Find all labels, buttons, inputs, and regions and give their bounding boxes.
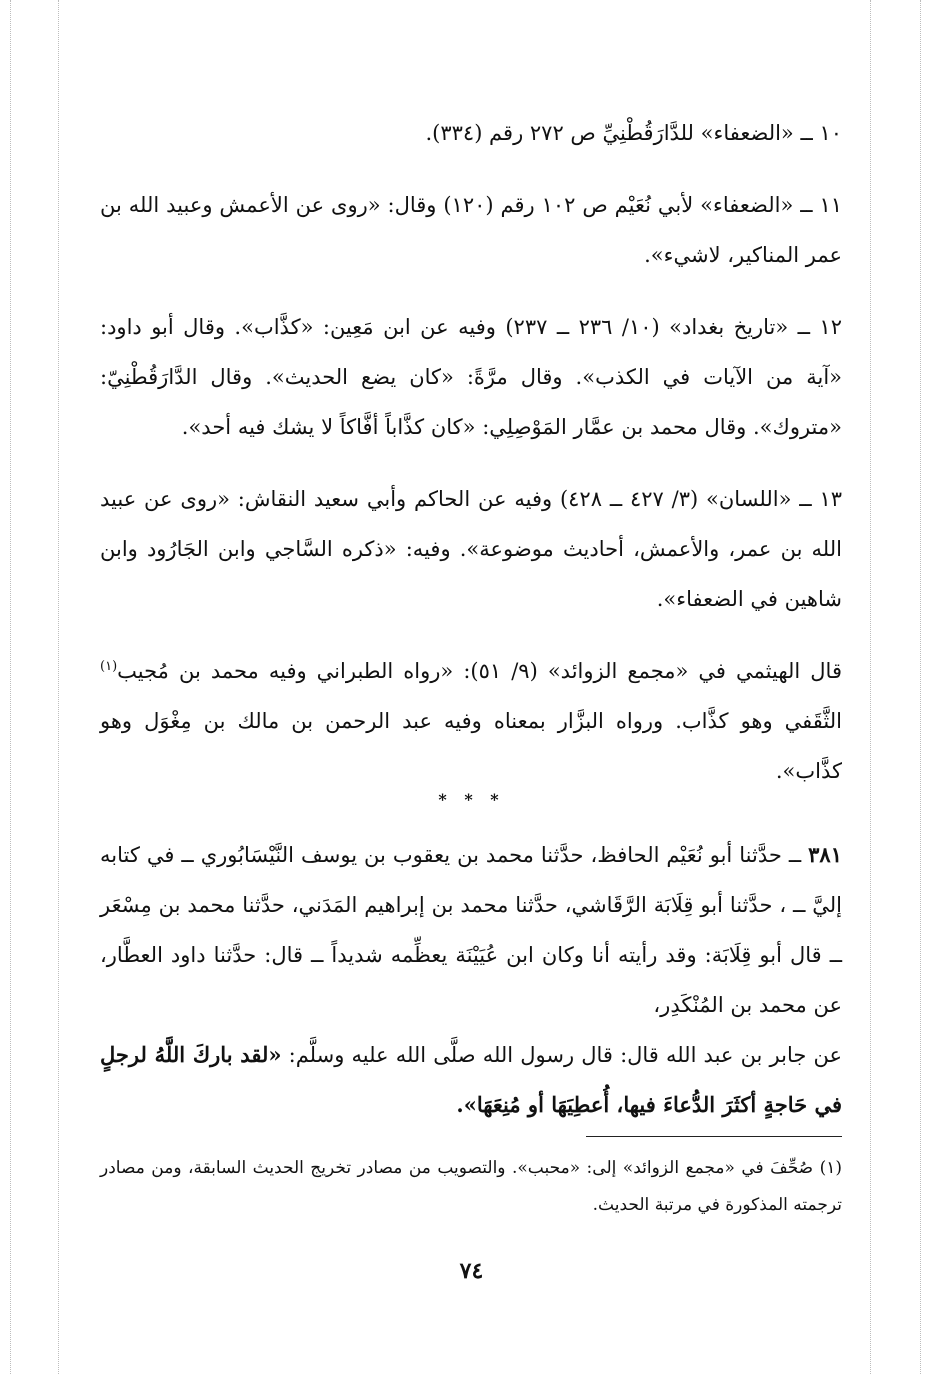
paragraph-13: ١٣ ــ «اللسان» (٣/ ٤٢٧ ــ ٤٢٨) وفيه عن الحاكم وأبي سعيد النقاش: «روى عن عبيد الله بن عمر، والأعمش، أحاديث موضوعة». وفيه: «ذكره السَّاجي وابن الجَارُود وابن شاهين في الضعفاء». xyxy=(100,487,842,611)
hadith-matn-intro: عن جابر بن عبد الله قال: قال رسول الله صلَّى الله عليه وسلَّم: xyxy=(281,1043,842,1067)
main-text xyxy=(100,108,842,796)
hadith-isnad: ــ حدَّثنا أبو نُعَيْم الحافظ، حدَّثنا محمد بن يعقوب بن يوسف النَّيْسَابُوري ــ في كتابه إليَّ ــ ، حدَّثنا أبو قِلَابَة الرَّقَاشي، حدَّثنا محمد بن إبراهيم المَدَني، حدَّثنا محمد بن مِسْعَر ــ قال أبو قِلَابَة: وقد رأيته أنا وكان ابن عُيَيْنَة يعظِّمه شديداً ــ قال: حدَّثنا داود العطَّار، عن محمد بن المُنْكَدِر، xyxy=(100,843,842,1017)
footnote-divider xyxy=(586,1136,842,1137)
margin-guide-line xyxy=(58,0,59,1374)
paragraph-11: ١١ ــ «الضعفاء» لأبي نُعَيْم ص ١٠٢ رقم (١٢٠) وقال: «روى عن الأعمش وعبيد الله بن عمر المناكير، لاشيء». xyxy=(100,193,843,267)
paragraph-12: ١٢ ــ «تاريخ بغداد» (١٠/ ٢٣٦ ــ ٢٣٧) وفيه عن ابن مَعِين: «كذَّاب». وقال أبو داود: «آية من الآيات في الكذب». وقال مرَّةً: «كان يضع الحديث». وقال الدَّارَقُطْنِيّ: «متروك». وقال محمد بن عمَّار المَوْصِلِي: «كان كذَّاباً أفَّاكاً لا يشك فيه أحد». xyxy=(100,315,842,439)
margin-guide-line xyxy=(10,0,11,1374)
section-separator: * * * xyxy=(438,790,505,809)
haythami-text: قال الهيثمي في «مجمع الزوائد» (٩/ ٥١): «رواه الطبراني وفيه محمد بن مُجيب xyxy=(117,659,842,683)
hadith-isnad-paragraph xyxy=(100,830,842,1030)
margin-guide-line xyxy=(920,0,921,1374)
hadith-matn: «لقد باركَ اللَّهُ لرجلٍ في حَاجةٍ أكثَرَ الدُّعاءَ فيها، أُعطِيَهَا أو مُنِعَهَا». xyxy=(100,1042,842,1117)
footnote-ref: (١) xyxy=(100,659,118,674)
hadith-block xyxy=(100,830,842,1130)
page-number: ٧٤ xyxy=(459,1258,484,1284)
paragraph-haythami xyxy=(100,646,842,796)
footnote-1: (١) صُحِّفَ في «مجمع الزوائد» إلى: «محبب». والتصويب من مصادر تخريج الحديث السابقة، ومن مصادر ترجمته المذكورة في مرتبة الحديث. xyxy=(100,1158,842,1215)
paragraph-10: ١٠ ــ «الضعفاء» للدَّارَقُطْنِيِّ ص ٢٧٢ رقم (٣٣٤). xyxy=(425,121,842,145)
hadith-number: ٣٨١ xyxy=(808,842,842,867)
haythami-text-rest: الثَّقَفي وهو كذَّاب. ورواه البزَّار بمعناه وفيه عبد الرحمن بن مالك بن مِغْوَل وهو كذَّاب». xyxy=(100,709,842,783)
hadith-matn-paragraph xyxy=(100,1030,842,1130)
margin-guide-line xyxy=(870,0,871,1374)
